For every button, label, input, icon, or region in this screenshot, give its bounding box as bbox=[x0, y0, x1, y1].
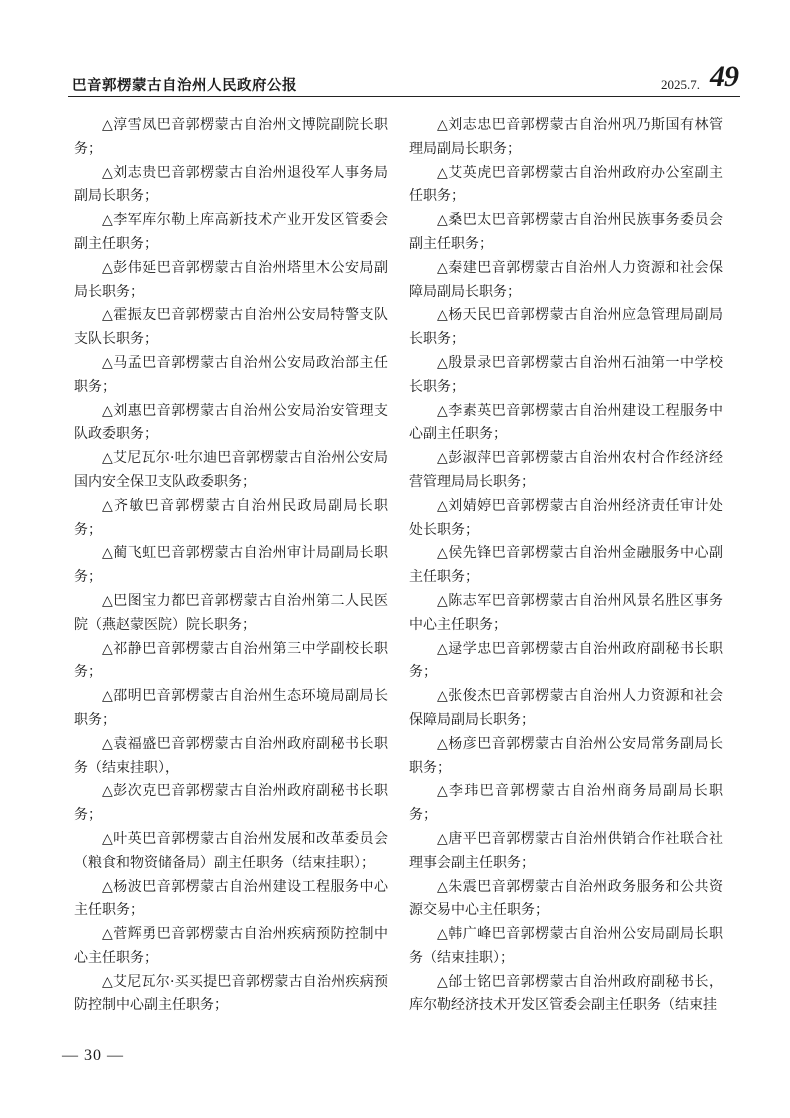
appointment-entry: △祁静巴音郭楞蒙古自治州第三中学副校长职务； bbox=[74, 640, 388, 681]
appointment-entry: △邵明巴音郭楞蒙古自治州生态环境局副局长职务； bbox=[74, 688, 388, 728]
publication-title: 巴音郭楞蒙古自治州人民政府公报 bbox=[72, 78, 297, 94]
left-column bbox=[74, 114, 388, 1018]
issue-date: 2025.7. bbox=[661, 77, 700, 92]
appointment-entry: △刘志贵巴音郭楞蒙古自治州退役军人事务局副局长职务； bbox=[74, 164, 388, 205]
appointment-entry: △李素英巴音郭楞蒙古自治州建设工程服务中心副主任职务； bbox=[409, 402, 723, 443]
appointment-entry: △唐平巴音郭楞蒙古自治州供销合作社联合社理事会副主任职务； bbox=[409, 830, 723, 871]
appointment-entry: △李军库尔勒上库高新技术产业开发区管委会副主任职务； bbox=[74, 212, 388, 252]
appointment-entry: △陈志军巴音郭楞蒙古自治州风景名胜区事务中心主任职务； bbox=[409, 592, 723, 633]
appointment-entry: △彭次克巴音郭楞蒙古自治州政府副秘书长职务； bbox=[74, 783, 388, 824]
appointment-entry: △艾尼瓦尔·买买提巴音郭楞蒙古自治州疾病预防控制中心副主任职务； bbox=[74, 973, 388, 1014]
appointment-entry: △袁福盛巴音郭楞蒙古自治州政府副秘书长职务（结束挂职）， bbox=[74, 735, 388, 776]
page-header bbox=[72, 60, 738, 94]
appointment-entry: △杨波巴音郭楞蒙古自治州建设工程服务中心主任职务； bbox=[74, 878, 388, 919]
appointment-entry: △秦建巴音郭楞蒙古自治州人力资源和社会保障局副局长职务； bbox=[409, 259, 723, 300]
appointment-entry: △齐敏巴音郭楞蒙古自治州民政局副局长职务； bbox=[74, 497, 388, 538]
appointment-entry: △朱震巴音郭楞蒙古自治州政务服务和公共资源交易中心主任职务； bbox=[409, 878, 723, 919]
appointment-entry: △侯先锋巴音郭楞蒙古自治州金融服务中心副主任职务； bbox=[409, 545, 723, 586]
appointment-entry: △桑巴太巴音郭楞蒙古自治州民族事务委员会副主任职务； bbox=[409, 212, 723, 252]
appointment-entry: △艾尼瓦尔·吐尔迪巴音郭楞蒙古自治州公安局国内安全保卫支队政委职务； bbox=[74, 450, 388, 490]
appointment-entry: △张俊杰巴音郭楞蒙古自治州人力资源和社会保障局副局长职务； bbox=[409, 688, 723, 728]
appointment-entry: △艾英虎巴音郭楞蒙古自治州政府办公室副主任职务； bbox=[409, 164, 723, 205]
appointment-entry: △刘婧婷巴音郭楞蒙古自治州经济责任审计处处长职务； bbox=[409, 497, 723, 538]
appointment-entry: △巴图宝力都巴音郭楞蒙古自治州第二人民医院（燕赵蒙医院）院长职务； bbox=[74, 592, 388, 633]
right-column bbox=[409, 114, 723, 1018]
appointment-entry: △殷景录巴音郭楞蒙古自治州石油第一中学校长职务； bbox=[409, 354, 723, 395]
appointment-entry: △杨彦巴音郭楞蒙古自治州公安局常务副局长职务； bbox=[409, 735, 723, 776]
page-number: — 30 — bbox=[62, 1047, 124, 1064]
appointment-entry: △马孟巴音郭楞蒙古自治州公安局政治部主任职务； bbox=[74, 354, 388, 395]
appointment-entry: △菅辉勇巴音郭楞蒙古自治州疾病预防控制中心主任职务； bbox=[74, 926, 388, 966]
appointment-entry: △彭淑萍巴音郭楞蒙古自治州农村合作经济经营管理局局长职务； bbox=[409, 450, 723, 490]
appointment-entry: △叶英巴音郭楞蒙古自治州发展和改革委员会（粮食和物资储备局）副主任职务（结束挂职）； bbox=[74, 830, 388, 871]
appointment-entry: △邰士铭巴音郭楞蒙古自治州政府副秘书长，库尔勒经济技术开发区管委会副主任职务（结束挂 bbox=[409, 973, 723, 1014]
issue-number: 49 bbox=[710, 60, 738, 93]
appointment-entry: △刘惠巴音郭楞蒙古自治州公安局治安管理支队政委职务； bbox=[74, 402, 388, 443]
appointment-entry: △彭伟延巴音郭楞蒙古自治州塔里木公安局副局长职务； bbox=[74, 259, 388, 300]
appointment-entry: △淳雪凤巴音郭楞蒙古自治州文博院副院长职务； bbox=[74, 117, 388, 157]
appointment-entry: △杨天民巴音郭楞蒙古自治州应急管理局副局长职务； bbox=[409, 307, 723, 348]
appointment-entry: △李玮巴音郭楞蒙古自治州商务局副局长职务； bbox=[409, 783, 723, 824]
appointment-entry: △韩广峰巴音郭楞蒙古自治州公安局副局长职务（结束挂职）； bbox=[409, 926, 723, 966]
appointment-entry: △逯学忠巴音郭楞蒙古自治州政府副秘书长职务； bbox=[409, 640, 723, 681]
appointment-entry: △蔺飞虹巴音郭楞蒙古自治州审计局副局长职务； bbox=[74, 545, 388, 586]
appointment-entry: △刘志忠巴音郭楞蒙古自治州巩乃斯国有林管理局副局长职务； bbox=[409, 117, 723, 157]
appointment-entry: △霍振友巴音郭楞蒙古自治州公安局特警支队支队长职务； bbox=[74, 307, 388, 348]
header-rule bbox=[68, 96, 740, 97]
